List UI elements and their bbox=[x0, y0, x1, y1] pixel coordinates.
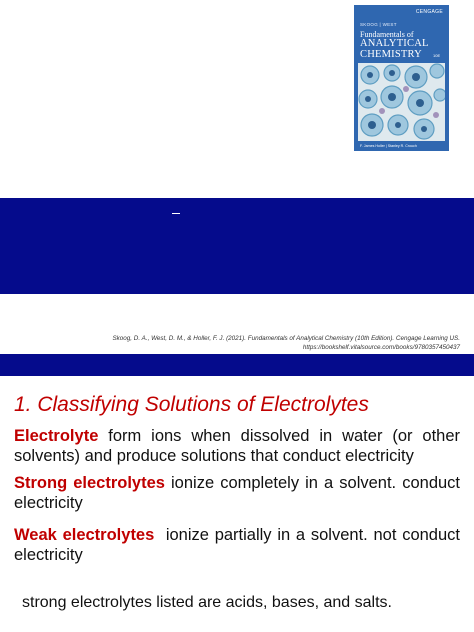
header-band bbox=[0, 198, 474, 294]
definition-text: form ions when dissolved in water (or other solvents) and produce solutions that conduct electricity bbox=[14, 427, 460, 465]
cover-edition: 10E bbox=[433, 53, 441, 58]
definition-text: ionize partially in a solvent. not conduct electricity bbox=[14, 526, 465, 564]
cover-title-line2: ANALYTICAL bbox=[360, 38, 429, 49]
band-dash-mark bbox=[172, 213, 180, 214]
definition-text: ionize completely in a solvent. conduct electricity bbox=[14, 474, 461, 512]
cover-title-line3: CHEMISTRY bbox=[360, 49, 422, 60]
divider-band bbox=[0, 354, 474, 376]
citation-url: https://bookshelf.vitalsource.com/books/9780357450437 bbox=[302, 344, 460, 351]
cover-publisher: CENGAGE bbox=[415, 9, 443, 15]
definition-electrolyte bbox=[14, 426, 460, 466]
cover-footer: F. James Holler | Stanley R. Crouch bbox=[360, 144, 417, 148]
book-cover-image bbox=[354, 5, 449, 151]
electrolytes-note: strong electrolytes listed are acids, bases, and salts. bbox=[22, 594, 392, 611]
section-heading: 1. Classifying Solutions of Electrolytes bbox=[14, 393, 369, 416]
term-electrolyte: Electrolyte bbox=[14, 427, 99, 445]
cover-authors: SKOOG | WEST bbox=[360, 22, 397, 27]
cover-artwork-cells bbox=[358, 63, 445, 141]
definition-weak-electrolytes bbox=[14, 525, 465, 565]
cover-title-line1: Fundamentals of bbox=[360, 30, 414, 39]
definition-strong-electrolytes bbox=[14, 473, 460, 513]
citation-reference: Skoog, D. A., West, D. M., & Holler, F. J. (2021). Fundamentals of Analytical Chemistry (10th Edition). Cengage Learning US. bbox=[112, 335, 460, 342]
term-strong-electrolytes: Strong electrolytes bbox=[14, 474, 165, 492]
term-weak-electrolytes: Weak electrolytes bbox=[14, 526, 155, 544]
